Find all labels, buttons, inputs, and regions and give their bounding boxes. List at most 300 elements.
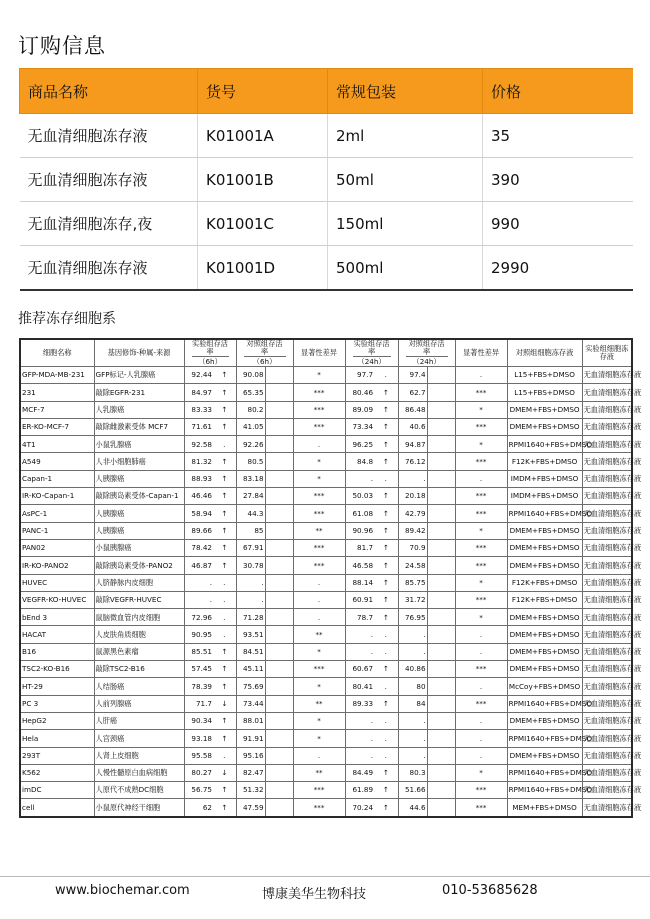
cell-spacer bbox=[427, 401, 455, 418]
cell-header-exp6-time: （6h） bbox=[198, 357, 222, 367]
cell-ctl-medium: McCoy+FBS+DMSO bbox=[507, 678, 582, 695]
cell-ctl24: 20.18 bbox=[398, 488, 427, 505]
order-cell-package: 150ml bbox=[328, 202, 483, 246]
cell-ctl6: 80.2 bbox=[236, 401, 265, 418]
cell-ctl6: 88.01 bbox=[236, 712, 265, 729]
cell-exp24: 60.91 bbox=[345, 591, 374, 608]
order-cell-name: 无血清细胞冻存,夜 bbox=[20, 202, 198, 246]
cell-gene: 人宫颈癌 bbox=[94, 730, 184, 747]
cell-row bbox=[20, 470, 632, 487]
cell-exp-medium: 无血清细胞冻存液 bbox=[582, 661, 632, 678]
cell-spacer bbox=[427, 505, 455, 522]
cell-row bbox=[20, 678, 632, 695]
cell-sig24: * bbox=[455, 574, 507, 591]
cell-ctl6: 83.18 bbox=[236, 470, 265, 487]
cell-sig24: * bbox=[455, 522, 507, 539]
cell-name: PC 3 bbox=[20, 695, 94, 712]
cell-gene: 人肝癌 bbox=[94, 712, 184, 729]
cell-exp24: . bbox=[345, 747, 374, 764]
cell-row bbox=[20, 505, 632, 522]
cell-exp6: 71.7 bbox=[184, 695, 213, 712]
cell-spacer bbox=[265, 661, 293, 678]
cell-exp6: . bbox=[184, 574, 213, 591]
cell-row bbox=[20, 418, 632, 435]
cell-ctl6: 27.84 bbox=[236, 488, 265, 505]
cell-exp-medium: 无血清细胞冻存液 bbox=[582, 539, 632, 556]
cell-ctl24: 40.6 bbox=[398, 418, 427, 435]
cell-spacer bbox=[265, 436, 293, 453]
cell-spacer bbox=[265, 384, 293, 401]
cell-exp6: 46.46 bbox=[184, 488, 213, 505]
cell-name: AsPC-1 bbox=[20, 505, 94, 522]
cell-spacer bbox=[427, 609, 455, 626]
cell-ctl24: 31.72 bbox=[398, 591, 427, 608]
cell-ctl24: . bbox=[398, 470, 427, 487]
cell-row bbox=[20, 730, 632, 747]
cell-exp6-trend: ↑ bbox=[213, 678, 236, 695]
cell-sig24: *** bbox=[455, 557, 507, 574]
order-cell-price: 990 bbox=[483, 202, 634, 246]
cell-ctl6: 65.35 bbox=[236, 384, 265, 401]
cell-header-name: 细胞名称 bbox=[20, 339, 94, 367]
cell-exp6: 46.87 bbox=[184, 557, 213, 574]
cell-gene: 小鼠原代神经干细胞 bbox=[94, 799, 184, 817]
cell-sig6: * bbox=[293, 678, 345, 695]
cell-name: VEGFR-KO-HUVEC bbox=[20, 591, 94, 608]
cell-gene: GFP标记-人乳腺癌 bbox=[94, 367, 184, 384]
cell-sig24: . bbox=[455, 367, 507, 384]
cell-ctl-medium: RPMI1640+FBS+DMSO bbox=[507, 695, 582, 712]
cell-ctl24: 85.75 bbox=[398, 574, 427, 591]
footer-company: 博康美华生物科技 bbox=[262, 887, 367, 902]
cell-ctl-medium: RPMI1640+FBS+DMSO bbox=[507, 782, 582, 799]
cell-spacer bbox=[265, 730, 293, 747]
cell-spacer bbox=[427, 384, 455, 401]
cell-row bbox=[20, 695, 632, 712]
cell-ctl-medium: DMEM+FBS+DMSO bbox=[507, 661, 582, 678]
cell-spacer bbox=[265, 695, 293, 712]
cell-spacer bbox=[427, 661, 455, 678]
cell-sig6: *** bbox=[293, 488, 345, 505]
cell-exp-medium: 无血清细胞冻存液 bbox=[582, 730, 632, 747]
order-header-package: 常规包装 bbox=[328, 69, 483, 114]
cell-exp-medium: 无血清细胞冻存液 bbox=[582, 418, 632, 435]
cell-ctl6: 95.16 bbox=[236, 747, 265, 764]
cell-header-ctl24 bbox=[398, 339, 455, 367]
cell-exp6: 57.45 bbox=[184, 661, 213, 678]
cell-row bbox=[20, 661, 632, 678]
cell-spacer bbox=[427, 557, 455, 574]
order-cell-price: 2990 bbox=[483, 246, 634, 291]
cell-spacer bbox=[427, 626, 455, 643]
cell-gene: 小鼠乳腺癌 bbox=[94, 436, 184, 453]
cell-sig6: ** bbox=[293, 522, 345, 539]
cell-sig6: ** bbox=[293, 764, 345, 781]
cell-sig24: . bbox=[455, 747, 507, 764]
cell-exp24: 73.34 bbox=[345, 418, 374, 435]
cell-ctl24: 94.87 bbox=[398, 436, 427, 453]
cell-header-gene: 基因修饰-种属-来源 bbox=[94, 339, 184, 367]
cell-spacer bbox=[265, 609, 293, 626]
cell-ctl6: 30.78 bbox=[236, 557, 265, 574]
cell-gene: 敲除雌激素受体 MCF7 bbox=[94, 418, 184, 435]
cell-ctl-medium: DMEM+FBS+DMSO bbox=[507, 712, 582, 729]
cell-exp24-trend: ↑ bbox=[374, 695, 398, 712]
cell-row bbox=[20, 782, 632, 799]
cell-ctl-medium: DMEM+FBS+DMSO bbox=[507, 643, 582, 660]
cell-ctl-medium: DMEM+FBS+DMSO bbox=[507, 557, 582, 574]
cell-gene: 敲除胰岛素受体-PANO2 bbox=[94, 557, 184, 574]
cell-spacer bbox=[427, 782, 455, 799]
cell-exp-medium: 无血清细胞冻存液 bbox=[582, 557, 632, 574]
order-cell-sku: K01001D bbox=[198, 246, 328, 291]
cell-spacer bbox=[427, 799, 455, 817]
cell-spacer bbox=[265, 626, 293, 643]
cell-gene: 鼠源黑色素瘤 bbox=[94, 643, 184, 660]
cell-gene: 人胰腺癌 bbox=[94, 522, 184, 539]
cell-exp6-trend: ↑ bbox=[213, 643, 236, 660]
order-cell-package: 50ml bbox=[328, 158, 483, 202]
cell-exp6: 95.58 bbox=[184, 747, 213, 764]
cell-ctl24: 40.86 bbox=[398, 661, 427, 678]
cell-ctl6: 71.28 bbox=[236, 609, 265, 626]
cell-name: HT-29 bbox=[20, 678, 94, 695]
cell-ctl24: . bbox=[398, 747, 427, 764]
cell-exp6-trend: ↓ bbox=[213, 764, 236, 781]
cell-exp6: 92.44 bbox=[184, 367, 213, 384]
cell-ctl6: 41.05 bbox=[236, 418, 265, 435]
cell-name: TSC2-KO-B16 bbox=[20, 661, 94, 678]
cell-spacer bbox=[427, 436, 455, 453]
cell-name: MCF-7 bbox=[20, 401, 94, 418]
cell-spacer bbox=[265, 539, 293, 556]
cell-exp-medium: 无血清细胞冻存液 bbox=[582, 367, 632, 384]
cell-exp6: 93.18 bbox=[184, 730, 213, 747]
cell-spacer bbox=[427, 764, 455, 781]
cell-header-ctl-medium: 对照组细胞冻存液 bbox=[507, 339, 582, 367]
cell-ctl-medium: F12K+FBS+DMSO bbox=[507, 453, 582, 470]
cell-row bbox=[20, 367, 632, 384]
cell-exp-medium: 无血清细胞冻存液 bbox=[582, 712, 632, 729]
cell-exp6-trend: ↑ bbox=[213, 661, 236, 678]
cell-ctl-medium: DMEM+FBS+DMSO bbox=[507, 418, 582, 435]
cell-sig6: *** bbox=[293, 401, 345, 418]
footer-website[interactable]: www.biochemar.com bbox=[55, 883, 190, 898]
cell-gene: 人非小细胞肺癌 bbox=[94, 453, 184, 470]
cell-exp6: 81.32 bbox=[184, 453, 213, 470]
cell-ctl-medium: RPMI1640+FBS+DMSO bbox=[507, 730, 582, 747]
cell-spacer bbox=[265, 799, 293, 817]
cell-sig24: * bbox=[455, 764, 507, 781]
cell-spacer bbox=[265, 782, 293, 799]
cell-ctl6: 45.11 bbox=[236, 661, 265, 678]
cell-exp24: 70.24 bbox=[345, 799, 374, 817]
cell-exp24-trend: . bbox=[374, 730, 398, 747]
cell-row bbox=[20, 609, 632, 626]
cell-header-sig2: 显著性差异 bbox=[455, 339, 507, 367]
order-cell-package: 2ml bbox=[328, 114, 483, 158]
cell-exp6: 80.27 bbox=[184, 764, 213, 781]
cell-ctl-medium: L15+FBS+DMSO bbox=[507, 384, 582, 401]
cell-name: ER-KO-MCF-7 bbox=[20, 418, 94, 435]
cell-exp6-trend: ↑ bbox=[213, 418, 236, 435]
cell-sig24: . bbox=[455, 470, 507, 487]
cell-exp24-trend: ↑ bbox=[374, 488, 398, 505]
cell-spacer bbox=[427, 695, 455, 712]
cell-sig24: * bbox=[455, 401, 507, 418]
cell-spacer bbox=[265, 418, 293, 435]
cell-sig6: ** bbox=[293, 626, 345, 643]
cell-sig6: . bbox=[293, 591, 345, 608]
cell-header-ctl6 bbox=[236, 339, 293, 367]
cell-exp6-trend: . bbox=[213, 574, 236, 591]
cell-ctl24: . bbox=[398, 712, 427, 729]
cell-ctl24: 84 bbox=[398, 695, 427, 712]
cell-exp24: 61.89 bbox=[345, 782, 374, 799]
cell-name: 4T1 bbox=[20, 436, 94, 453]
cell-ctl-medium: MEM+FBS+DMSO bbox=[507, 799, 582, 817]
cell-exp-medium: 无血清细胞冻存液 bbox=[582, 591, 632, 608]
cell-exp-medium: 无血清细胞冻存液 bbox=[582, 626, 632, 643]
order-row bbox=[20, 114, 634, 158]
cell-exp6: . bbox=[184, 591, 213, 608]
cell-ctl-medium: RPMI1640+FBS+DMSO bbox=[507, 436, 582, 453]
cell-ctl24: 97.4 bbox=[398, 367, 427, 384]
cell-exp6-trend: ↑ bbox=[213, 730, 236, 747]
cell-ctl24: 80 bbox=[398, 678, 427, 695]
cell-ctl24: 86.48 bbox=[398, 401, 427, 418]
cell-sig6: *** bbox=[293, 799, 345, 817]
order-row bbox=[20, 202, 634, 246]
cell-ctl6: 75.69 bbox=[236, 678, 265, 695]
cell-ctl6: 67.91 bbox=[236, 539, 265, 556]
cell-ctl-medium: L15+FBS+DMSO bbox=[507, 367, 582, 384]
cell-header-exp6-label: 实验组存活率 bbox=[192, 339, 228, 356]
cell-exp24: 60.67 bbox=[345, 661, 374, 678]
cell-exp24-trend: ↑ bbox=[374, 799, 398, 817]
cell-exp24-trend: . bbox=[374, 678, 398, 695]
cell-row bbox=[20, 436, 632, 453]
cell-exp24: 81.7 bbox=[345, 539, 374, 556]
cell-sig6: *** bbox=[293, 384, 345, 401]
cell-sig24: . bbox=[455, 678, 507, 695]
cell-row bbox=[20, 488, 632, 505]
cell-gene: 人皮肤角质细胞 bbox=[94, 626, 184, 643]
cell-name: cell bbox=[20, 799, 94, 817]
cell-exp24-trend: ↑ bbox=[374, 764, 398, 781]
cell-ctl6: 44.3 bbox=[236, 505, 265, 522]
cell-exp24: 80.41 bbox=[345, 678, 374, 695]
cell-header-exp24-time: （24h） bbox=[357, 357, 386, 367]
cell-exp6-trend: ↑ bbox=[213, 505, 236, 522]
cell-line-table bbox=[19, 338, 642, 818]
cell-gene: 人胰腺癌 bbox=[94, 505, 184, 522]
cell-row bbox=[20, 643, 632, 660]
cell-ctl-medium: IMDM+FBS+DMSO bbox=[507, 470, 582, 487]
cell-exp24: 46.58 bbox=[345, 557, 374, 574]
cell-exp-medium: 无血清细胞冻存液 bbox=[582, 470, 632, 487]
cell-exp6-trend: ↑ bbox=[213, 488, 236, 505]
cell-sig6: * bbox=[293, 730, 345, 747]
cell-sig6: *** bbox=[293, 782, 345, 799]
cell-spacer bbox=[427, 574, 455, 591]
cell-exp6-trend: ↑ bbox=[213, 557, 236, 574]
cell-exp24-trend: ↑ bbox=[374, 557, 398, 574]
cell-row bbox=[20, 384, 632, 401]
cell-exp-medium: 无血清细胞冻存液 bbox=[582, 609, 632, 626]
cell-gene: 敲除EGFR-231 bbox=[94, 384, 184, 401]
cell-header-ctl6-time: （6h） bbox=[252, 357, 277, 367]
cell-ctl24: 70.9 bbox=[398, 539, 427, 556]
cell-exp-medium: 无血清细胞冻存液 bbox=[582, 436, 632, 453]
cell-exp24-trend: ↑ bbox=[374, 436, 398, 453]
cell-sig6: ** bbox=[293, 695, 345, 712]
cell-spacer bbox=[265, 522, 293, 539]
cell-name: HUVEC bbox=[20, 574, 94, 591]
cell-spacer bbox=[427, 591, 455, 608]
cell-sig6: . bbox=[293, 574, 345, 591]
cell-gene: 人原代不成熟DC细胞 bbox=[94, 782, 184, 799]
cell-exp24: . bbox=[345, 730, 374, 747]
cell-ctl6: . bbox=[236, 591, 265, 608]
cell-ctl24: 51.66 bbox=[398, 782, 427, 799]
cell-sig24: *** bbox=[455, 453, 507, 470]
cell-sig24: *** bbox=[455, 384, 507, 401]
cell-row bbox=[20, 401, 632, 418]
cell-exp24: 61.08 bbox=[345, 505, 374, 522]
cell-exp-medium: 无血清细胞冻存液 bbox=[582, 695, 632, 712]
cell-spacer bbox=[265, 453, 293, 470]
cell-exp24-trend: . bbox=[374, 626, 398, 643]
cell-ctl6: 85 bbox=[236, 522, 265, 539]
cell-exp24-trend: ↑ bbox=[374, 453, 398, 470]
order-header-row bbox=[20, 69, 634, 114]
cell-spacer bbox=[265, 557, 293, 574]
cell-spacer bbox=[265, 643, 293, 660]
page-title: 订购信息 bbox=[18, 34, 106, 58]
cell-gene: 人脐静脉内皮细胞 bbox=[94, 574, 184, 591]
cell-exp24-trend: ↑ bbox=[374, 522, 398, 539]
order-cell-name: 无血清细胞冻存液 bbox=[20, 114, 198, 158]
cell-spacer bbox=[427, 539, 455, 556]
cell-exp24-trend: ↑ bbox=[374, 418, 398, 435]
cell-name: K562 bbox=[20, 764, 94, 781]
cell-gene: 人肾上皮细胞 bbox=[94, 747, 184, 764]
cell-header-row bbox=[20, 339, 632, 367]
cell-header-sig: 显著性差异 bbox=[293, 339, 345, 367]
cell-name: Capan-1 bbox=[20, 470, 94, 487]
cell-exp24: 50.03 bbox=[345, 488, 374, 505]
cell-exp-medium: 无血清细胞冻存液 bbox=[582, 384, 632, 401]
cell-ctl24: 80.3 bbox=[398, 764, 427, 781]
cell-spacer bbox=[427, 470, 455, 487]
order-cell-price: 35 bbox=[483, 114, 634, 158]
order-table bbox=[19, 68, 633, 291]
cell-ctl6: 47.59 bbox=[236, 799, 265, 817]
cell-exp24: 89.33 bbox=[345, 695, 374, 712]
cell-ctl-medium: DMEM+FBS+DMSO bbox=[507, 747, 582, 764]
cell-sig24: *** bbox=[455, 782, 507, 799]
cell-exp-medium: 无血清细胞冻存液 bbox=[582, 678, 632, 695]
cell-exp6-trend: ↑ bbox=[213, 367, 236, 384]
cell-name: B16 bbox=[20, 643, 94, 660]
cell-ctl6: . bbox=[236, 574, 265, 591]
cell-ctl24: 24.58 bbox=[398, 557, 427, 574]
cell-exp24-trend: ↑ bbox=[374, 609, 398, 626]
cell-ctl-medium: RPMI1640+FBS+DMSO bbox=[507, 505, 582, 522]
cell-ctl24: . bbox=[398, 626, 427, 643]
cell-spacer bbox=[427, 488, 455, 505]
cell-exp24: . bbox=[345, 643, 374, 660]
cell-name: IR-KO-Capan-1 bbox=[20, 488, 94, 505]
cell-exp6: 72.96 bbox=[184, 609, 213, 626]
cell-exp6: 90.95 bbox=[184, 626, 213, 643]
cell-ctl6: 92.26 bbox=[236, 436, 265, 453]
cell-spacer bbox=[265, 401, 293, 418]
cell-gene: 人慢性髓原白血病细胞 bbox=[94, 764, 184, 781]
cell-exp24: . bbox=[345, 712, 374, 729]
cell-sig6: * bbox=[293, 470, 345, 487]
section-title: 推荐冻存细胞系 bbox=[18, 311, 116, 327]
cell-exp6-trend: . bbox=[213, 591, 236, 608]
cell-exp6: 58.94 bbox=[184, 505, 213, 522]
order-cell-sku: K01001B bbox=[198, 158, 328, 202]
cell-exp24-trend: ↑ bbox=[374, 539, 398, 556]
cell-exp6-trend: ↑ bbox=[213, 470, 236, 487]
cell-exp6-trend: ↑ bbox=[213, 453, 236, 470]
cell-exp6: 85.51 bbox=[184, 643, 213, 660]
cell-spacer bbox=[265, 678, 293, 695]
cell-spacer bbox=[265, 591, 293, 608]
cell-sig6: * bbox=[293, 643, 345, 660]
cell-exp24: 96.25 bbox=[345, 436, 374, 453]
cell-ctl-medium: IMDM+FBS+DMSO bbox=[507, 488, 582, 505]
cell-ctl6: 84.51 bbox=[236, 643, 265, 660]
cell-exp6-trend: ↑ bbox=[213, 712, 236, 729]
cell-exp24-trend: . bbox=[374, 367, 398, 384]
cell-spacer bbox=[427, 418, 455, 435]
cell-row bbox=[20, 799, 632, 817]
cell-exp6-trend: . bbox=[213, 609, 236, 626]
cell-ctl6: 80.5 bbox=[236, 453, 265, 470]
cell-exp6-trend: ↓ bbox=[213, 695, 236, 712]
cell-spacer bbox=[427, 678, 455, 695]
cell-name: 231 bbox=[20, 384, 94, 401]
cell-row bbox=[20, 522, 632, 539]
footer-phone: 010-53685628 bbox=[442, 883, 538, 898]
cell-exp24-trend: ↑ bbox=[374, 401, 398, 418]
cell-sig6: *** bbox=[293, 539, 345, 556]
cell-ctl-medium: DMEM+FBS+DMSO bbox=[507, 401, 582, 418]
cell-gene: 人结肠癌 bbox=[94, 678, 184, 695]
cell-exp-medium: 无血清细胞冻存液 bbox=[582, 747, 632, 764]
cell-spacer bbox=[427, 643, 455, 660]
cell-sig6: * bbox=[293, 712, 345, 729]
cell-spacer bbox=[427, 522, 455, 539]
cell-exp-medium: 无血清细胞冻存液 bbox=[582, 522, 632, 539]
cell-ctl24: 44.6 bbox=[398, 799, 427, 817]
cell-ctl-medium: DMEM+FBS+DMSO bbox=[507, 609, 582, 626]
cell-exp-medium: 无血清细胞冻存液 bbox=[582, 764, 632, 781]
cell-row bbox=[20, 557, 632, 574]
cell-exp24: 90.96 bbox=[345, 522, 374, 539]
cell-row bbox=[20, 591, 632, 608]
cell-exp24-trend: . bbox=[374, 747, 398, 764]
cell-exp-medium: 无血清细胞冻存液 bbox=[582, 799, 632, 817]
cell-exp24-trend: ↑ bbox=[374, 591, 398, 608]
cell-gene: 敲除TSC2-B16 bbox=[94, 661, 184, 678]
cell-exp24: . bbox=[345, 626, 374, 643]
